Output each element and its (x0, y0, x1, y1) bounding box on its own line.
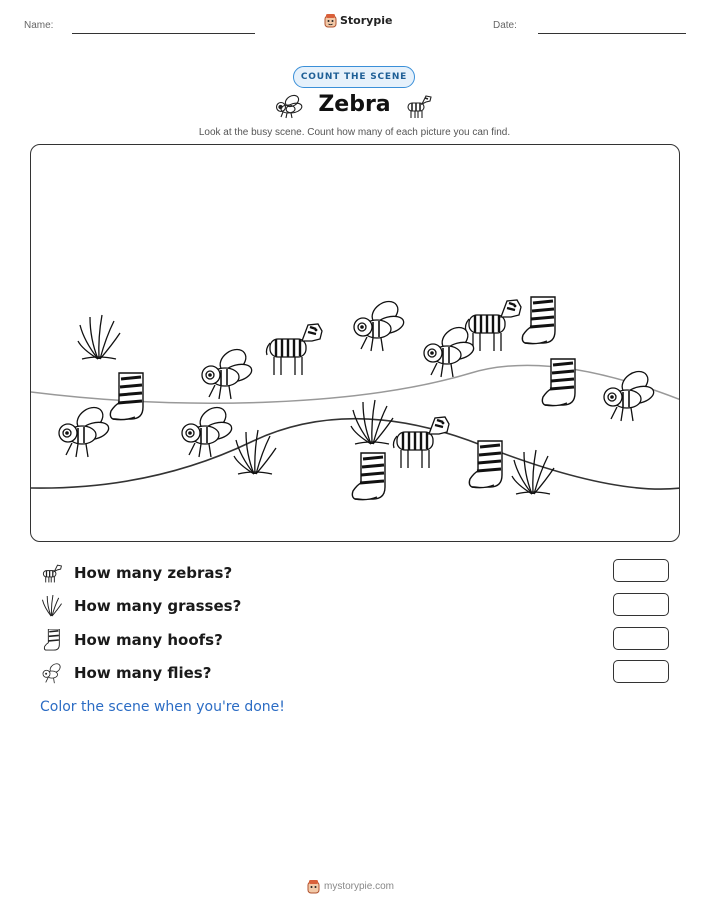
scene-grass (234, 430, 276, 474)
scene-fly (202, 345, 254, 399)
scene-grass (512, 450, 554, 494)
question-text: How many grasses? (74, 597, 242, 615)
scene-fly (354, 297, 406, 351)
zebra-icon (40, 562, 64, 584)
date-line[interactable] (538, 33, 686, 34)
color-instruction: Color the scene when you're done! (40, 699, 285, 715)
hoof-icon (40, 629, 64, 651)
question-grasses (40, 595, 241, 617)
page-title: Zebra (318, 92, 391, 117)
brand-logo (324, 13, 392, 28)
activity-badge: COUNT THE SCENE (293, 66, 415, 88)
name-label: Name: (24, 20, 54, 31)
answer-box-hoofs[interactable] (613, 627, 669, 650)
scene-fly (604, 367, 656, 421)
scene-hoof (352, 453, 385, 500)
date-label: Date: (493, 20, 517, 31)
answer-box-flies[interactable] (613, 660, 669, 683)
question-zebras (40, 562, 232, 584)
question-text: How many hoofs? (74, 631, 223, 649)
storypie-mascot-icon (307, 879, 320, 894)
brand-name: Storypie (340, 14, 393, 27)
scene-zebra (266, 324, 322, 375)
storypie-mascot-icon (324, 13, 337, 28)
scene-grass (351, 400, 393, 444)
scene-grass (78, 315, 120, 359)
scene-fly (182, 403, 234, 457)
zebra-title-icon (404, 92, 434, 120)
grass-icon (40, 595, 64, 617)
answer-box-zebras[interactable] (613, 559, 669, 582)
instructions: Look at the busy scene. Count how many of each picture you can find. (198, 127, 511, 138)
fly-icon (40, 662, 64, 684)
scene-hoof (469, 441, 502, 488)
scene-fly (424, 323, 476, 377)
question-text: How many flies? (74, 664, 212, 682)
count-scene (30, 144, 680, 542)
scene-hoof (110, 373, 143, 420)
hill-line-front (31, 419, 680, 489)
question-text: How many zebras? (74, 564, 233, 582)
scene-zebra (393, 417, 449, 468)
scene-fly (59, 403, 111, 457)
question-flies (40, 662, 211, 684)
footer (307, 879, 394, 894)
scene-zebra (465, 300, 521, 351)
question-hoofs (40, 629, 223, 651)
footer-url[interactable]: mystorypie.com (324, 881, 395, 892)
scene-hoof (522, 297, 555, 344)
scene-illustration (31, 145, 680, 542)
name-line[interactable] (72, 33, 255, 34)
answer-box-grasses[interactable] (613, 593, 669, 616)
